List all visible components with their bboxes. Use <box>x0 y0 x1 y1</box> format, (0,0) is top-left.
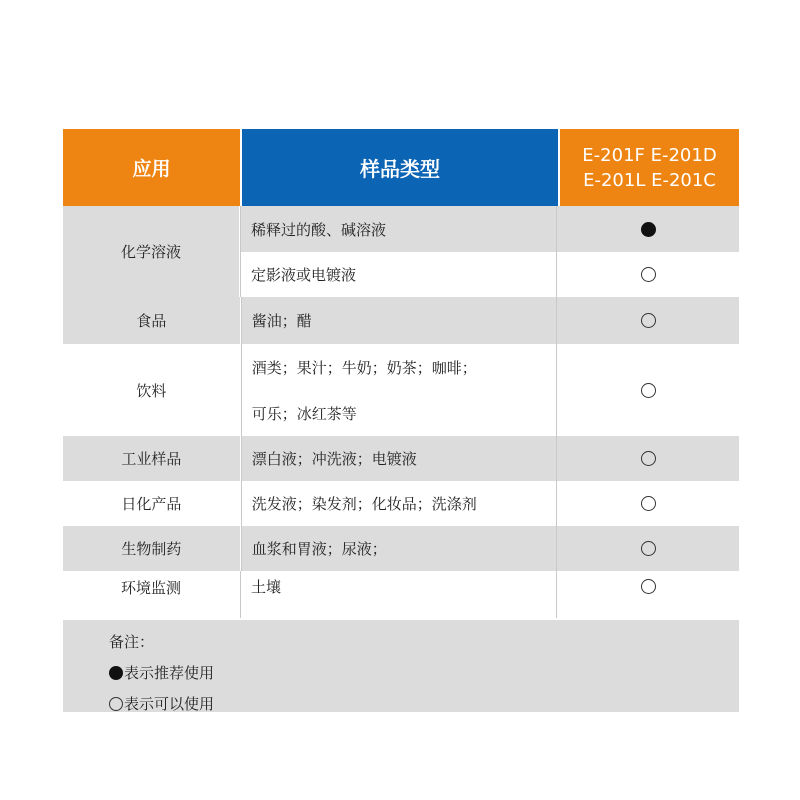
symbol-cell <box>557 206 739 252</box>
table-row <box>63 481 739 526</box>
recommended-dot-icon <box>109 666 123 680</box>
sample-cell: 血浆和胃液；尿液； <box>241 526 558 571</box>
notes-title: 备注： <box>109 632 155 651</box>
usable-circle-icon <box>641 267 656 282</box>
usable-circle-icon <box>641 579 656 594</box>
note-usable <box>109 688 739 719</box>
sample-cell: 定影液或电镀液 <box>240 252 557 297</box>
usable-circle-icon <box>641 541 656 556</box>
symbol-cell <box>557 526 739 571</box>
sample-line: 酒类；果汁；牛奶；奶茶；咖啡； <box>251 358 477 377</box>
application-cell: 环境监测 <box>63 571 240 618</box>
sample-cell: 酱油；醋 <box>241 297 558 344</box>
application-cell: 日化产品 <box>63 481 241 526</box>
table-row <box>63 571 739 618</box>
table-row <box>63 436 739 481</box>
symbol-cell <box>557 252 739 297</box>
sample-cell: 稀释过的酸、碱溶液 <box>240 206 557 252</box>
header-application: 应用 <box>63 129 240 206</box>
table-row <box>63 344 739 436</box>
header-models-line2: E-201L E-201C <box>583 169 716 191</box>
application-cell: 工业样品 <box>63 436 241 481</box>
symbol-cell <box>557 436 739 481</box>
header-models-line1: E-201F E-201D <box>582 144 717 166</box>
note-recommended-text: 表示推荐使用 <box>124 663 215 682</box>
note-usable-text: 表示可以使用 <box>124 694 215 713</box>
symbol-cell <box>557 344 739 436</box>
sample-cell <box>241 344 558 436</box>
notes-section <box>63 620 739 712</box>
application-cell: 食品 <box>63 297 241 344</box>
usable-circle-icon <box>641 313 656 328</box>
header-models <box>560 129 739 206</box>
header-sample-type: 样品类型 <box>242 129 558 206</box>
application-cell: 饮料 <box>63 344 241 436</box>
application-cell: 生物制药 <box>63 526 241 571</box>
table-row <box>63 297 739 344</box>
note-recommended <box>109 657 739 688</box>
table-row <box>63 526 739 571</box>
table-header <box>63 129 739 206</box>
symbol-cell <box>557 571 739 618</box>
usable-circle-icon <box>641 496 656 511</box>
sample-line: 可乐；冰红茶等 <box>251 404 357 423</box>
symbol-cell <box>557 297 739 344</box>
application-cell: 化学溶液 <box>63 206 240 297</box>
usable-circle-icon <box>641 451 656 466</box>
recommended-dot-icon <box>641 222 656 237</box>
sample-cell: 漂白液；冲洗液；电镀液 <box>241 436 558 481</box>
sample-cell: 洗发液；染发剂；化妆品；洗涤剂 <box>241 481 558 526</box>
symbol-cell <box>557 481 739 526</box>
usable-circle-icon <box>641 383 656 398</box>
compatibility-table <box>63 129 739 712</box>
usable-circle-icon <box>109 697 123 711</box>
table-row <box>63 206 739 297</box>
sample-cell: 土壤 <box>240 571 557 618</box>
